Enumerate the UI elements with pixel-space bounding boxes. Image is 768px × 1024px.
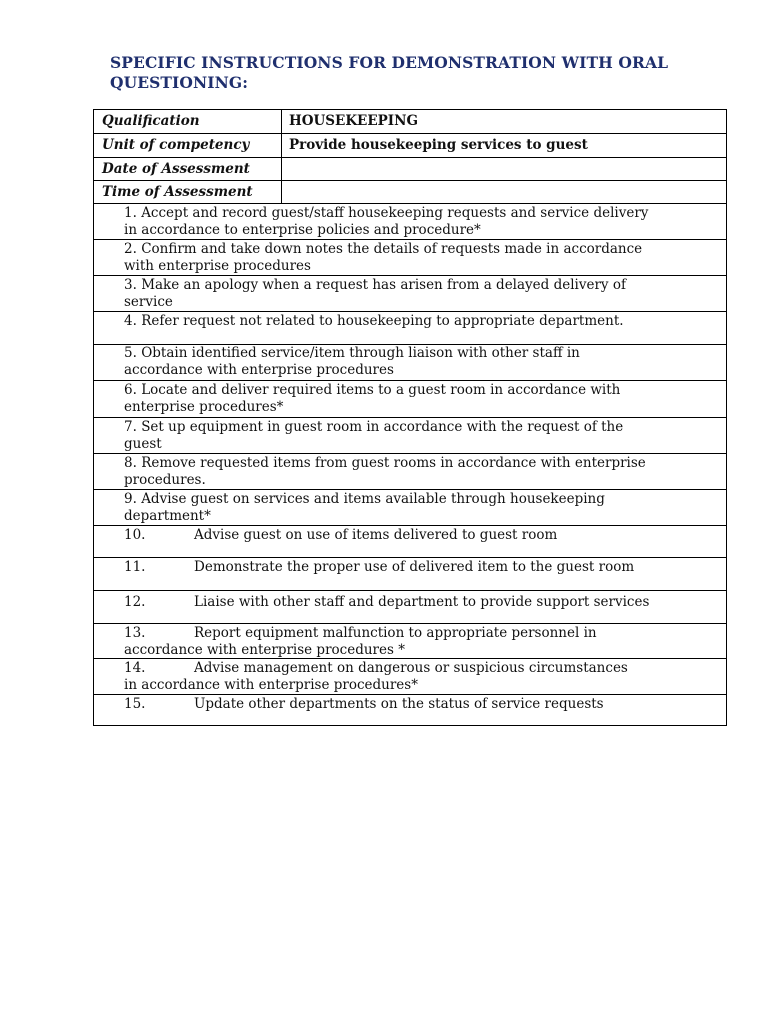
item-text: Liaise with other staff and department to provide support services bbox=[194, 594, 650, 610]
title-line-2: QUESTIONING: bbox=[110, 73, 249, 92]
item-number: 7. bbox=[124, 419, 137, 435]
item-text: Report equipment malfunction to appropriate personnel in bbox=[194, 625, 597, 641]
item-text-continued: enterprise procedures* bbox=[124, 399, 284, 415]
row-value bbox=[282, 181, 726, 203]
header-row-time-of-assessment bbox=[94, 180, 726, 203]
header-row-date-of-assessment bbox=[94, 157, 726, 180]
item-number: 13. bbox=[124, 625, 146, 641]
item-text: Remove requested items from guest rooms in accordance with enterprise bbox=[141, 455, 646, 471]
instruction-item bbox=[94, 658, 726, 694]
instruction-item bbox=[94, 417, 726, 453]
item-number: 14. bbox=[124, 660, 146, 676]
instruction-item bbox=[94, 489, 726, 525]
instruction-item bbox=[94, 694, 726, 726]
item-text: Refer request not related to housekeeping to appropriate department. bbox=[141, 313, 624, 329]
item-text-continued: service bbox=[124, 294, 173, 310]
item-number: 6. bbox=[124, 382, 137, 398]
item-text-continued: department* bbox=[124, 508, 211, 524]
item-number: 12. bbox=[124, 594, 146, 610]
instruction-item bbox=[94, 525, 726, 557]
instruction-item bbox=[94, 344, 726, 380]
item-number: 15. bbox=[124, 696, 146, 712]
item-text: Accept and record guest/staff housekeeping requests and service delivery bbox=[141, 205, 649, 221]
item-text-continued: guest bbox=[124, 436, 162, 452]
instruction-item bbox=[94, 380, 726, 417]
instruction-item bbox=[94, 203, 726, 239]
item-number: 8. bbox=[124, 455, 137, 471]
instruction-item bbox=[94, 590, 726, 623]
item-text: Advise guest on use of items delivered to guest room bbox=[194, 527, 558, 543]
row-value: Provide housekeeping services to guest bbox=[289, 137, 588, 153]
title-line-1: SPECIFIC INSTRUCTIONS FOR DEMONSTRATION WITH ORAL bbox=[110, 53, 669, 72]
item-text-continued: in accordance with enterprise procedures* bbox=[124, 677, 418, 693]
header-row-unit-of-competency bbox=[94, 133, 726, 157]
header-row-qualification bbox=[94, 110, 726, 133]
item-number: 4. bbox=[124, 313, 137, 329]
assessment-table bbox=[93, 109, 727, 726]
instruction-item bbox=[94, 311, 726, 344]
item-text: Make an apology when a request has arisen from a delayed delivery of bbox=[141, 277, 626, 293]
item-text: Advise guest on services and items available through housekeeping bbox=[141, 491, 605, 507]
row-label: Unit of competency bbox=[94, 134, 282, 157]
row-label: Date of Assessment bbox=[94, 158, 282, 180]
instruction-item bbox=[94, 557, 726, 590]
item-number: 1. bbox=[124, 205, 137, 221]
item-text-continued: procedures. bbox=[124, 472, 206, 488]
item-text: Update other departments on the status of service requests bbox=[194, 696, 604, 712]
instruction-item bbox=[94, 623, 726, 658]
item-text-continued: accordance with enterprise procedures bbox=[124, 362, 394, 378]
row-value bbox=[282, 158, 726, 180]
item-text-continued: in accordance to enterprise policies and procedure* bbox=[124, 222, 481, 238]
row-label: Qualification bbox=[94, 110, 282, 133]
item-text-continued: with enterprise procedures bbox=[124, 258, 311, 274]
item-number: 9. bbox=[124, 491, 137, 507]
item-number: 2. bbox=[124, 241, 137, 257]
item-number: 5. bbox=[124, 345, 137, 361]
item-text: Advise management on dangerous or suspicious circumstances bbox=[194, 660, 628, 676]
instruction-item bbox=[94, 453, 726, 489]
page-title bbox=[110, 53, 730, 93]
item-text: Obtain identified service/item through liaison with other staff in bbox=[141, 345, 580, 361]
item-number: 3. bbox=[124, 277, 137, 293]
row-value: HOUSEKEEPING bbox=[289, 113, 418, 129]
instruction-item bbox=[94, 275, 726, 311]
item-text-continued: accordance with enterprise procedures * bbox=[124, 642, 405, 658]
item-text: Locate and deliver required items to a guest room in accordance with bbox=[141, 382, 621, 398]
instruction-item bbox=[94, 239, 726, 275]
item-text: Demonstrate the proper use of delivered item to the guest room bbox=[194, 559, 635, 575]
item-text: Confirm and take down notes the details of requests made in accordance bbox=[141, 241, 643, 257]
item-text: Set up equipment in guest room in accordance with the request of the bbox=[141, 419, 624, 435]
item-number: 11. bbox=[124, 559, 146, 575]
row-label: Time of Assessment bbox=[94, 181, 282, 203]
item-number: 10. bbox=[124, 527, 146, 543]
